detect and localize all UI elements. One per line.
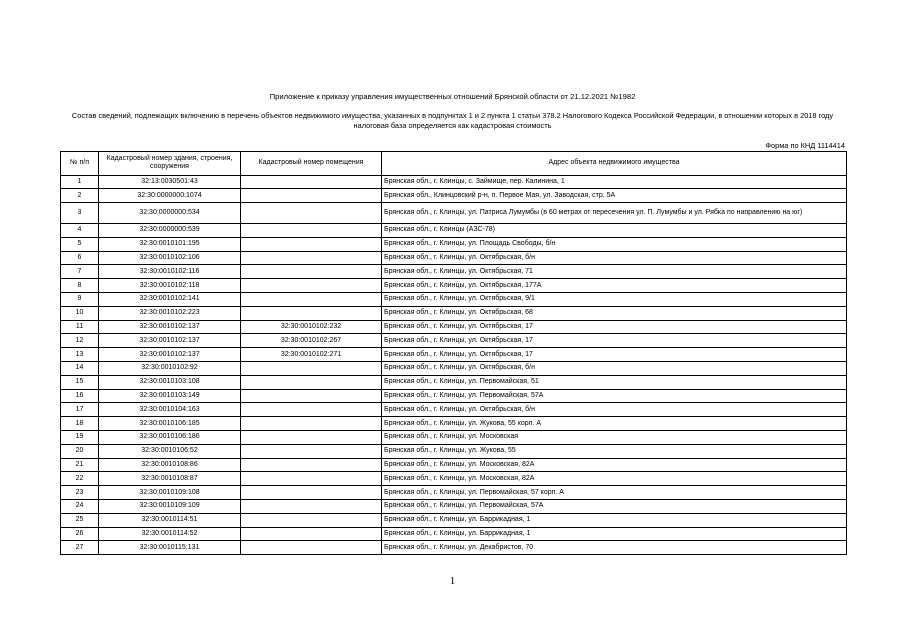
row-number-cell: 10 — [61, 306, 99, 320]
room-cadastral-cell — [241, 389, 382, 403]
row-number-cell: 23 — [61, 486, 99, 500]
page-number: 1 — [449, 575, 456, 587]
row-number-cell: 9 — [61, 293, 99, 307]
room-cadastral-cell — [241, 513, 382, 527]
table-row — [61, 306, 847, 320]
row-number-cell: 25 — [61, 513, 99, 527]
table-row — [61, 541, 847, 555]
cadastral-number-cell: 32:30:0010102:223 — [99, 306, 241, 320]
cadastral-number-cell: 32:30:0010103:149 — [99, 389, 241, 403]
room-cadastral-cell: 32:30:0010102:232 — [241, 320, 382, 334]
row-number-cell: 13 — [61, 348, 99, 362]
room-cadastral-cell — [241, 541, 382, 555]
table-row — [61, 348, 847, 362]
address-cell: Брянская обл., г. Клинцы (АЗС-78) — [382, 224, 847, 238]
cadastral-number-cell: 32:30:0010102:137 — [99, 348, 241, 362]
table-row — [61, 444, 847, 458]
cadastral-number-cell: 32:30:0010108:86 — [99, 458, 241, 472]
cadastral-number-cell: 32:30:0010102:106 — [99, 251, 241, 265]
room-cadastral-cell — [241, 306, 382, 320]
address-cell: Брянская обл., г. Клинцы, ул. Первомайская, 57А — [382, 500, 847, 514]
row-number-cell: 15 — [61, 375, 99, 389]
address-cell: Брянская обл., г. Клинцы, ул. Первомайская, 57А — [382, 389, 847, 403]
room-cadastral-cell — [241, 417, 382, 431]
address-cell: Брянская обл., г. Клинцы, ул. Октябрьская, 9/1 — [382, 293, 847, 307]
address-cell: Брянская обл., г. Клинцы, ул. Первомайская, 51 — [382, 375, 847, 389]
room-cadastral-cell — [241, 265, 382, 279]
table-row — [61, 458, 847, 472]
row-number-cell: 16 — [61, 389, 99, 403]
cadastral-number-cell: 32:30:0010106:186 — [99, 431, 241, 445]
row-number-cell: 8 — [61, 279, 99, 293]
table-row — [61, 203, 847, 224]
table-row — [61, 293, 847, 307]
table-row — [61, 334, 847, 348]
table-row — [61, 251, 847, 265]
address-cell: Брянская обл., г. Клинцы, ул. Октябрьская, б/н — [382, 362, 847, 376]
header-room: Кадастровый номер помещения — [241, 152, 382, 176]
room-cadastral-cell — [241, 203, 382, 224]
property-registry-table — [60, 151, 847, 555]
cadastral-number-cell: 32:30:0000000:1074 — [99, 189, 241, 203]
cadastral-number-cell: 32:30:0000000:539 — [99, 224, 241, 238]
header-address: Адрес объекта недвижимого имущества — [382, 152, 847, 176]
address-cell: Брянская обл., г. Клинцы, ул. Октябрьская, б/н — [382, 403, 847, 417]
address-cell: Брянская обл., г. Клинцы, ул. Октябрьская, 17 — [382, 320, 847, 334]
row-number-cell: 6 — [61, 251, 99, 265]
cadastral-number-cell: 32:30:0010109:109 — [99, 500, 241, 514]
cadastral-number-cell: 32:30:0010115:131 — [99, 541, 241, 555]
room-cadastral-cell — [241, 527, 382, 541]
cadastral-number-cell: 32:30:0010106:52 — [99, 444, 241, 458]
address-cell: Брянская обл., г. Клинцы, ул. Московская — [382, 431, 847, 445]
room-cadastral-cell — [241, 403, 382, 417]
row-number-cell: 11 — [61, 320, 99, 334]
address-cell: Брянская обл., г. Клинцы, ул. Жукова, 55 — [382, 444, 847, 458]
address-cell: Брянская обл., г. Клинцы, ул. Площадь Свободы, б/н — [382, 237, 847, 251]
address-cell: Брянская обл., г. Клинцы, ул. Московская, 82А — [382, 458, 847, 472]
document-subtitle: Состав сведений, подлежащих включению в перечень объектов недвижимого имущества, указанных в подпунктах 1 и 2 пункта 1 статьи 378.2 Налогового Кодекса Российской Федерации, в отношении которых в 2018 году налоговая база определяется как кадастровая стоимость — [71, 111, 834, 130]
table-header-row — [61, 152, 847, 176]
table-row — [61, 500, 847, 514]
cadastral-number-cell: 32:30:0010101:195 — [99, 237, 241, 251]
cadastral-number-cell: 32:30:0010102:137 — [99, 320, 241, 334]
room-cadastral-cell — [241, 175, 382, 189]
cadastral-number-cell: 32:30:0010109:108 — [99, 486, 241, 500]
order-appendix-title: Приложение к приказу управления имущественных отношений Брянской области от 21.12.2021 №1982 — [269, 92, 636, 101]
cadastral-number-cell: 32:30:0010102:141 — [99, 293, 241, 307]
room-cadastral-cell: 32:30:0010102:267 — [241, 334, 382, 348]
row-number-cell: 2 — [61, 189, 99, 203]
address-cell: Брянская обл., г. Клинцы, ул. Патриса Лумумбы (в 60 метрах от пересечения ул. П. Лумумбы и ул. Рябка по направлению на юг) — [382, 203, 847, 224]
cadastral-number-cell: 32:30:0010102:118 — [99, 279, 241, 293]
row-number-cell: 19 — [61, 431, 99, 445]
table-row — [61, 403, 847, 417]
cadastral-number-cell: 32:30:0010106:185 — [99, 417, 241, 431]
room-cadastral-cell — [241, 279, 382, 293]
table-row — [61, 389, 847, 403]
address-cell: Брянская обл., г. Клинцы, ул. Октябрьская, 68 — [382, 306, 847, 320]
cadastral-number-cell: 32:30:0010102:137 — [99, 334, 241, 348]
room-cadastral-cell — [241, 431, 382, 445]
room-cadastral-cell — [241, 224, 382, 238]
form-code: Форма по КНД 1114414 — [765, 141, 845, 150]
cadastral-number-cell: 32:30:0010108:87 — [99, 472, 241, 486]
cadastral-number-cell: 32:30:0010104:163 — [99, 403, 241, 417]
header-cadastral: Кадастровый номер здания, строения, сооружения — [99, 152, 241, 176]
row-number-cell: 26 — [61, 527, 99, 541]
table-row — [61, 527, 847, 541]
address-cell: Брянская обл., г. Клинцы, с. Займище, пер. Калинина, 1 — [382, 175, 847, 189]
room-cadastral-cell — [241, 237, 382, 251]
cadastral-number-cell: 32:30:0010114:51 — [99, 513, 241, 527]
address-cell: Брянская обл., г. Клинцы, ул. Октябрьская, 17 — [382, 348, 847, 362]
table-row — [61, 431, 847, 445]
table-row — [61, 175, 847, 189]
room-cadastral-cell — [241, 486, 382, 500]
address-cell: Брянская обл., г. Клинцы, ул. Баррикадная, 1 — [382, 527, 847, 541]
row-number-cell: 20 — [61, 444, 99, 458]
room-cadastral-cell — [241, 472, 382, 486]
table-row — [61, 417, 847, 431]
address-cell: Брянская обл., г. Клинцы, ул. Декабристов, 70 — [382, 541, 847, 555]
table-row — [61, 265, 847, 279]
address-cell: Брянская обл., Клинцовский р-н, п. Первое Мая, ул. Заводская, стр. 5А — [382, 189, 847, 203]
room-cadastral-cell — [241, 251, 382, 265]
address-cell: Брянская обл., г. Клинцы, ул. Октябрьская, 177А — [382, 279, 847, 293]
row-number-cell: 12 — [61, 334, 99, 348]
address-cell: Брянская обл., г. Клинцы, ул. Жукова, 55 корп. А — [382, 417, 847, 431]
row-number-cell: 27 — [61, 541, 99, 555]
row-number-cell: 21 — [61, 458, 99, 472]
row-number-cell: 17 — [61, 403, 99, 417]
row-number-cell: 4 — [61, 224, 99, 238]
table-row — [61, 237, 847, 251]
table-body — [61, 175, 847, 555]
address-cell: Брянская обл., г. Клинцы, ул. Баррикадная, 1 — [382, 513, 847, 527]
room-cadastral-cell — [241, 375, 382, 389]
table-row — [61, 375, 847, 389]
cadastral-number-cell: 32:30:0010102:92 — [99, 362, 241, 376]
room-cadastral-cell — [241, 362, 382, 376]
row-number-cell: 24 — [61, 500, 99, 514]
row-number-cell: 5 — [61, 237, 99, 251]
table-row — [61, 486, 847, 500]
room-cadastral-cell — [241, 500, 382, 514]
address-cell: Брянская обл., г. Клинцы, ул. Октябрьская, 17 — [382, 334, 847, 348]
row-number-cell: 1 — [61, 175, 99, 189]
cadastral-number-cell: 32:13:0030501:43 — [99, 175, 241, 189]
address-cell: Брянская обл., г. Клинцы, ул. Октябрьская, б/н — [382, 251, 847, 265]
address-cell: Брянская обл., г. Клинцы, ул. Московская, 82А — [382, 472, 847, 486]
table-row — [61, 362, 847, 376]
table-row — [61, 189, 847, 203]
row-number-cell: 7 — [61, 265, 99, 279]
room-cadastral-cell — [241, 189, 382, 203]
table-row — [61, 472, 847, 486]
table-row — [61, 320, 847, 334]
room-cadastral-cell — [241, 444, 382, 458]
table-row — [61, 224, 847, 238]
cadastral-number-cell: 32:30:0010103:108 — [99, 375, 241, 389]
table-row — [61, 513, 847, 527]
table-row — [61, 279, 847, 293]
header-num: № п/п — [61, 152, 99, 176]
cadastral-number-cell: 32:30:0010114:52 — [99, 527, 241, 541]
address-cell: Брянская обл., г. Клинцы, ул. Первомайская, 57 корп. А — [382, 486, 847, 500]
cadastral-number-cell: 32:30:0000000:534 — [99, 203, 241, 224]
cadastral-number-cell: 32:30:0010102:116 — [99, 265, 241, 279]
room-cadastral-cell — [241, 458, 382, 472]
room-cadastral-cell — [241, 293, 382, 307]
address-cell: Брянская обл., г. Клинцы, ул. Октябрьская, 71 — [382, 265, 847, 279]
room-cadastral-cell: 32:30:0010102:271 — [241, 348, 382, 362]
row-number-cell: 18 — [61, 417, 99, 431]
row-number-cell: 3 — [61, 203, 99, 224]
row-number-cell: 14 — [61, 362, 99, 376]
row-number-cell: 22 — [61, 472, 99, 486]
